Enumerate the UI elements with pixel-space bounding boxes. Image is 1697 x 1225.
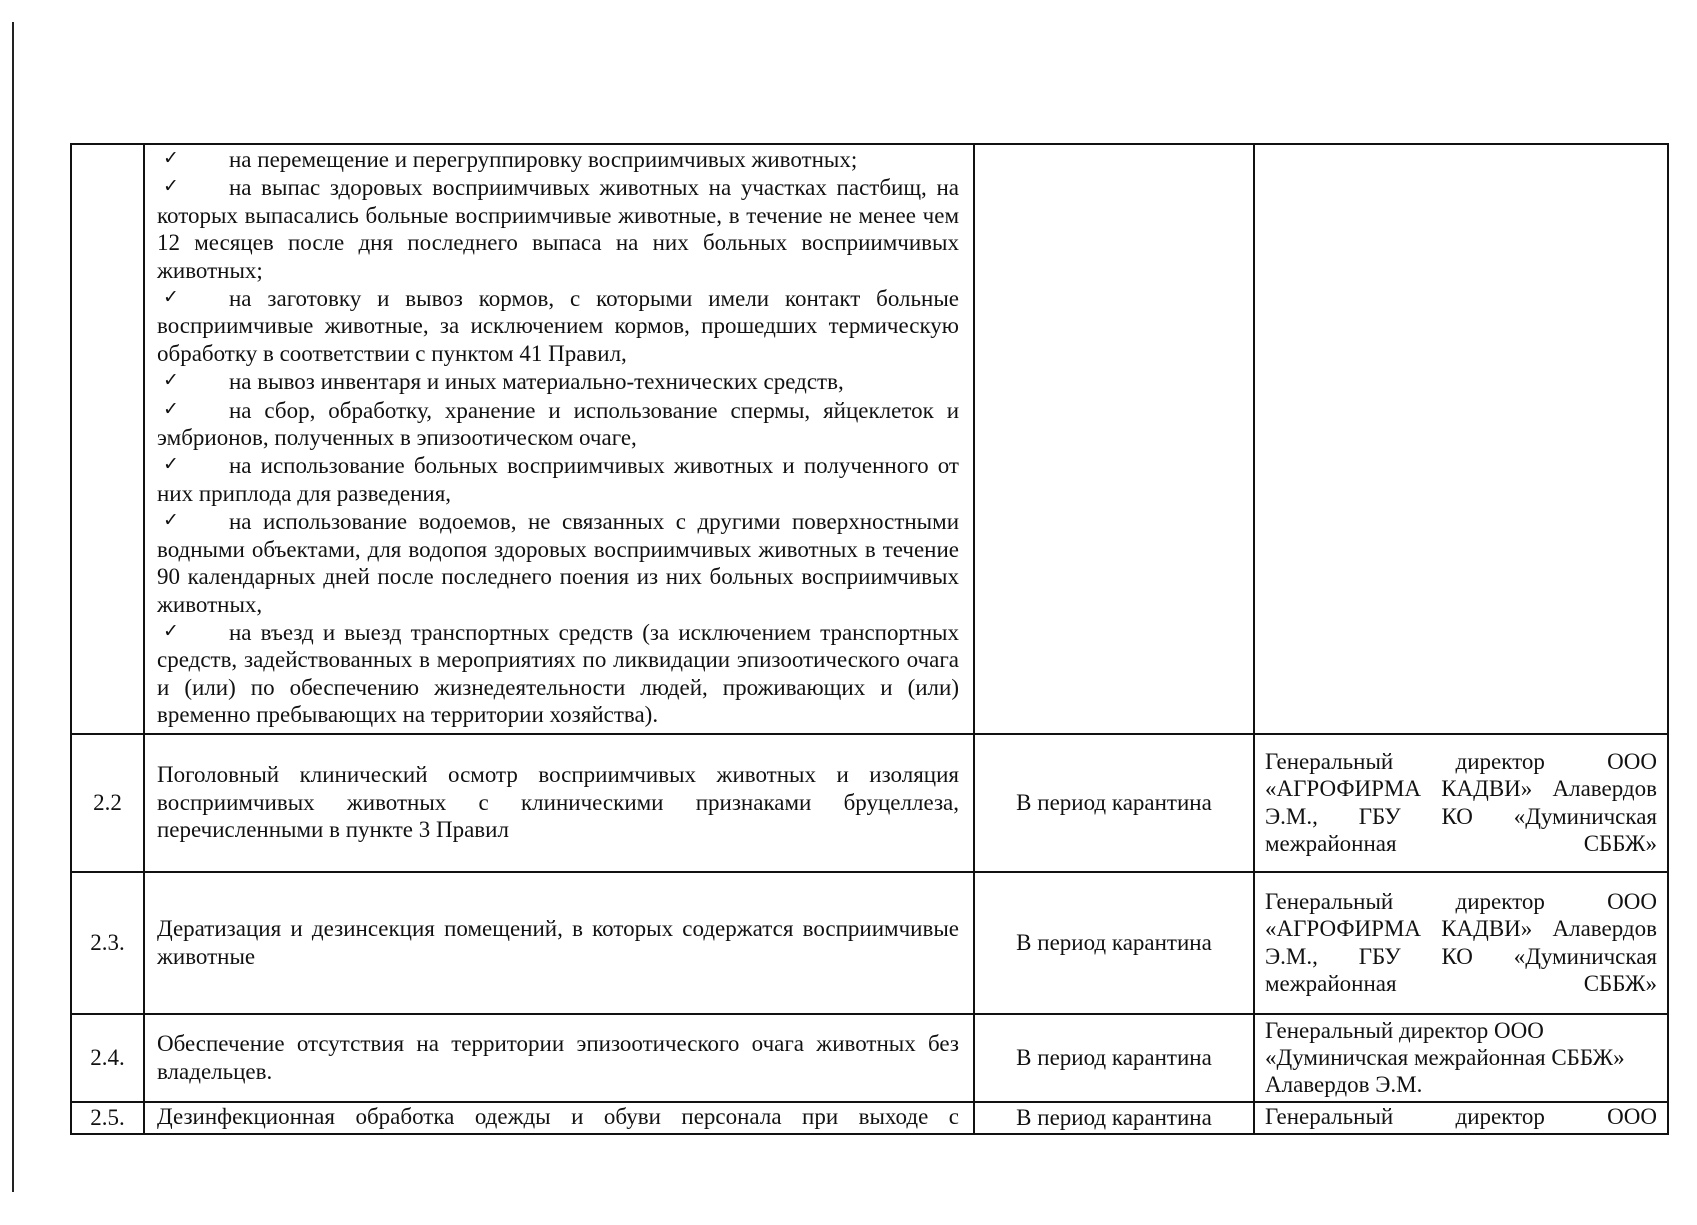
responsible-text: Генеральный директор ООО [1265, 1103, 1657, 1129]
row-number-cell: 2.3. [71, 872, 144, 1014]
responsible-text: Генеральный директор ООО «АГРОФИРМА КАДВИ» Алавердов Э.М., ГБУ КО «Думиничская межрайонная СББЖ» [1265, 748, 1657, 856]
table-row [71, 872, 1668, 1014]
responsible-cell [1254, 144, 1668, 734]
measures-table [70, 143, 1669, 1135]
list-item: ✓ на использование больных восприимчивых животных и полученного от них приплода для разведения, [157, 453, 959, 506]
table-row [71, 734, 1668, 872]
responsible-cell [1254, 1102, 1668, 1134]
list-item: ✓ на использование водоемов, не связанных с другими поверхностными водными объектами, для водопоя здоровых восприимчивых животных в течение 90 календарных дней после последнего поения из них больных восприимчивых животных, [157, 509, 959, 617]
list-item: ✓ на вывоз инвентаря и иных материально-технических средств, [157, 367, 959, 395]
restrictions-list [145, 145, 973, 733]
responsible-cell [1254, 872, 1668, 1014]
checkmark-icon: ✓ [163, 397, 179, 420]
row-number-cell [71, 144, 144, 734]
responsible-text: Генеральный директор ООО «АГРОФИРМА КАДВИ» Алавердов Э.М., ГБУ КО «Думиничская межрайонная СББЖ» [1265, 888, 1657, 996]
checkmark-icon: ✓ [163, 175, 179, 198]
responsible-cell [1254, 734, 1668, 872]
row-number-cell: 2.5. [71, 1102, 144, 1134]
term-cell [974, 872, 1254, 1014]
responsible-text: Генеральный директор ООО «Думиничская межрайонная СББЖ» Алавердов Э.М. [1265, 1017, 1625, 1098]
action-text: Поголовный клинический осмотр восприимчивых животных и изоляция восприимчивых животных с клиническими признаками бруцеллеза, перечисленными в пункте 3 Правил [157, 762, 959, 843]
checkmark-icon: ✓ [163, 619, 179, 642]
list-item: ✓ на въезд и выезд транспортных средств (за исключением транспортных средств, задействованных в мероприятиях по ликвидации эпизоотического очага и (или) по обеспечению жизнедеятельности людей, проживающих и (или) временно пребывающих на территории хозяйства). [157, 619, 959, 728]
action-text: Дератизация и дезинсекция помещений, в которых содержатся восприимчивые животные [157, 916, 959, 969]
checkmark-icon: ✓ [163, 369, 179, 392]
list-item: ✓ на сбор, обработку, хранение и использование спермы, яйцеклеток и эмбрионов, полученных в эпизоотическом очаге, [157, 397, 959, 451]
term-label: В период карантина [1016, 1105, 1212, 1131]
checkmark-icon: ✓ [163, 509, 179, 532]
list-item: ✓ на выпас здоровых восприимчивых животных на участках пастбищ, на которых выпасались больные восприимчивые животные, в течение не менее чем 12 месяцев после дня последнего выпаса на них больных восприимчивых животных; [157, 175, 959, 283]
term-cell [974, 1014, 1254, 1102]
action-cell [144, 144, 974, 734]
table-row [71, 1014, 1668, 1102]
action-text: Дезинфекционная обработка одежды и обуви персонала при выходе с [157, 1103, 959, 1129]
term-label: В период карантина [1016, 929, 1212, 955]
term-cell [974, 144, 1254, 734]
term-cell [974, 1102, 1254, 1134]
list-item: ✓ на перемещение и перегруппировку восприимчивых животных; [157, 145, 959, 173]
row-number-cell: 2.4. [71, 1014, 144, 1102]
checkmark-icon: ✓ [163, 286, 179, 309]
action-cell [144, 872, 974, 1014]
checkmark-icon: ✓ [163, 453, 179, 476]
table-row [71, 144, 1668, 734]
checkmark-icon: ✓ [163, 147, 179, 169]
page-edge-line [12, 22, 14, 1192]
action-cell [144, 1102, 974, 1134]
list-item: ✓ на заготовку и вывоз кормов, с которыми имели контакт больные восприимчивые животные, за исключением кормов, прошедших термическую обработку в соответствии с пунктом 41 Правил, [157, 286, 959, 366]
term-label: В период карантина [1016, 789, 1212, 815]
action-cell [144, 1014, 974, 1102]
term-label: В период карантина [1016, 1044, 1212, 1070]
table-row [71, 1102, 1668, 1134]
action-cell [144, 734, 974, 872]
term-cell [974, 734, 1254, 872]
document-sheet [70, 143, 1667, 1225]
action-text: Обеспечение отсутствия на территории эпизоотического очага животных без владельцев. [157, 1031, 959, 1084]
row-number-cell: 2.2 [71, 734, 144, 872]
responsible-cell [1254, 1014, 1668, 1102]
